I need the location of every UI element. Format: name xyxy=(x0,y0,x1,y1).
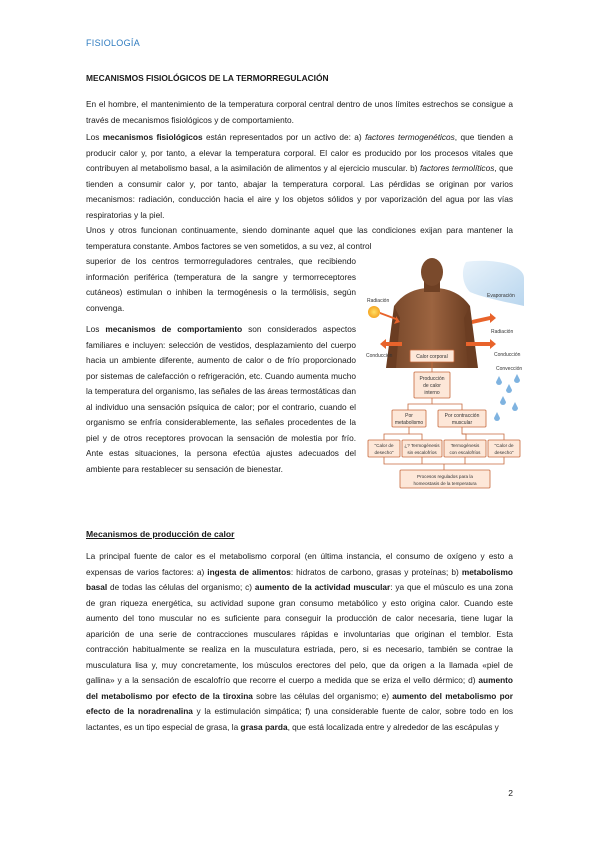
label-conduccion-right: Conducción xyxy=(494,352,521,358)
convection-drops xyxy=(494,374,520,421)
paragraph-physiological: Los mecanismos fisiológicos están representados por un activo de: a) factores termogenéticos, que tienden a producir calor y, por tanto, a elevar la temperatura corporal. El calor es producido por los procesos vitales que contribuyen al metabolismo basal, a la asimilación de alimentos y al ejercicio muscular. b) factores termolíticos, que tienden a consumir calor y, por tanto, abajar la temperatura corporal. Las pérdidas se originan por varios mecanismos: radiación, conducción hacia el aire y los objetos sólidos y por vaporización del agua por las vías respiratorias y la piel. xyxy=(86,132,514,220)
label-radiacion-left: Radiación xyxy=(367,298,390,304)
svg-text:interno: interno xyxy=(424,390,440,396)
svg-text:¿? Termogénesis: ¿? Termogénesis xyxy=(404,443,440,448)
svg-text:desecho": desecho" xyxy=(494,450,514,455)
svg-text:Producción: Producción xyxy=(419,376,445,382)
svg-text:Procesos regulados para la: Procesos regulados para la xyxy=(417,474,473,479)
sun-icon xyxy=(368,306,380,318)
label-conduccion-left: Conducción xyxy=(366,353,393,359)
svg-text:desecho": desecho" xyxy=(374,450,394,455)
label-calor-corporal: Calor corporal xyxy=(416,354,448,360)
term-mecanismos-comportamiento: mecanismos de comportamiento xyxy=(105,324,243,334)
thermoregulation-figure xyxy=(366,258,524,496)
paragraph-intro: En el hombre, el mantenimiento de la temperatura corporal central dentro de unos límites estrechos se consigue a través de mecanismos fisiológicos y de comportamiento. xyxy=(86,99,513,125)
svg-text:"Calor de: "Calor de xyxy=(494,443,514,448)
label-radiacion-right: Radiación xyxy=(491,329,514,335)
svg-text:metabolismo: metabolismo xyxy=(394,420,424,426)
section-title: MECANISMOS FISIOLÓGICOS DE LA TERMORREGULACIÓN xyxy=(86,73,329,83)
radiation-arrow-right xyxy=(472,313,496,324)
label-conveccion: Convección xyxy=(496,366,523,372)
svg-text:muscular: muscular xyxy=(451,420,473,426)
svg-text:de calor: de calor xyxy=(423,383,441,389)
svg-text:Por contracción: Por contracción xyxy=(444,413,480,419)
page-number: 2 xyxy=(508,788,513,798)
svg-text:homeostasis de la temperatura: homeostasis de la temperatura xyxy=(413,481,477,486)
evaporation-cloud xyxy=(463,261,524,306)
running-header: FISIOLOGÍA xyxy=(86,38,141,48)
subsection-title: Mecanismos de producción de calor xyxy=(86,529,235,539)
paragraph-heat-production: La principal fuente de calor es el metabolismo corporal (en última instancia, el consumo de oxígeno y esto a expensas de varios factores: a) ingesta de alimentos: hidratos de carbono, grasas y proteínas; b) metabolismo basal de todas las células del organismo; c) aumento de la actividad muscular: ya que el músculo es una zona de gran riqueza energética, su actividad supone gran consumo metabólico y esto origina calor. Cuando este aumento del tono muscular no es suficiente para conseguir la producción de calor necesaria, tiene lugar la aparición de una serie de contracciones musculares rápidas e involuntarias que originan el temblor. Esta contracción habitualmente se realiza en la musculatura estriada, pero, si es necesario, también se contrae la musculatura lisa y, muy concretamente, los músculos erectores del pelo, que da origen a la llamada «piel de gallina» y a la sensación de escalofrío que recorre el cuerpo a medida que se eriza el vello dérmico; d) aumento del metabolismo por efecto de la tiroxina sobre las células del organismo; e) aumento del metabolismo por efecto de la noradrenalina y la estimulación simpática; f) una considerable fuente de calor, sobre todo en los lactantes, es un tipo especial de grasa, la grasa parda, que está localizada entre y alrededor de las escápulas y xyxy=(86,551,513,732)
svg-text:"Calor de: "Calor de xyxy=(374,443,394,448)
svg-text:con escalofríos: con escalofríos xyxy=(449,450,481,455)
paragraph-control-b: superior de los centros termorreguladores centrales, que recibiendo información periférica (temperatura de la sangre y termorreceptores cutáneos) estimulan o inhiben la termogénesis o la termólisis, según convenga. xyxy=(86,256,356,313)
term-mecanismos-fisiologicos: mecanismos fisiológicos xyxy=(102,132,203,142)
svg-text:Por: Por xyxy=(405,413,413,419)
svg-text:sin escalofríos: sin escalofríos xyxy=(407,450,437,455)
paragraph-behavioral: Los mecanismos de comportamiento son considerados aspectos familiares e incluyen: selección de vestidos, desplazamiento del cuerpo hacia un ambiente diferente, aumento de calor o de frío proporcionado por sistemas de calefacción o refrigeración, etc. Cuando aumenta mucho la temperatura del organismo, las señales de las áreas termostáticas dan al individuo una sensación psíquica de calor; por el contrario, cuando el organismo se enfría considerablemente, las señales procedentes de la piel y de otros receptores provocan la sensación de molestia por frío. Ante estas situaciones, la persona efectúa ajustes adecuados del ambiente para restablecer su sensación de bienestar. xyxy=(86,324,357,474)
head-shape xyxy=(421,258,443,286)
label-evaporacion: Evaporación xyxy=(487,293,515,299)
paragraph-control-a: Unos y otros funcionan continuamente, siendo dominante aquel que las condiciones exijan para mantener la temperatura constante. Ambos factores se ven sometidos, a su vez, al control xyxy=(86,225,513,251)
svg-text:Termogénesis: Termogénesis xyxy=(450,443,480,448)
